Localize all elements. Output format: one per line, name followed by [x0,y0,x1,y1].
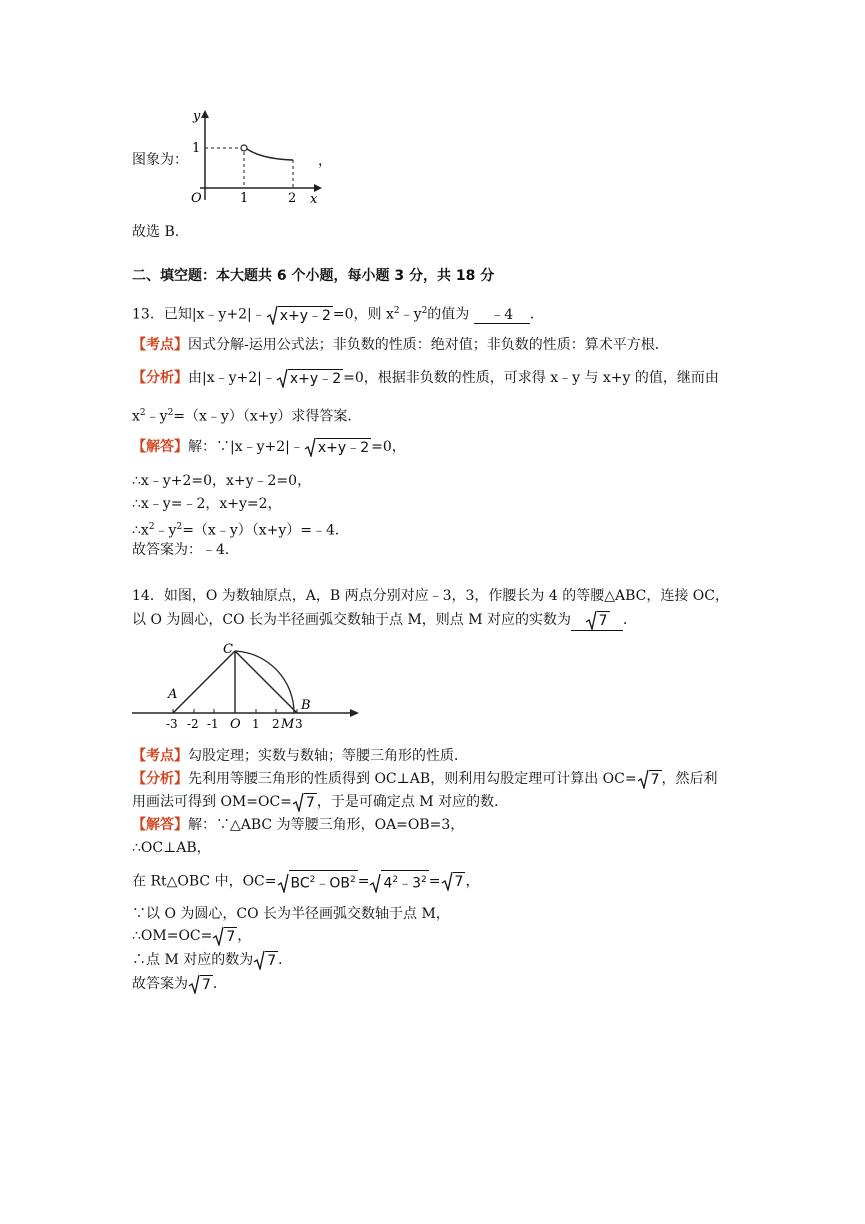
number-line-figure [130,636,360,731]
tick-label: -3 [166,717,178,731]
radical-sign-icon [292,792,304,812]
fenxi-tag: 【分析】 [132,771,188,787]
radicand [381,870,428,893]
superscript: 2 [392,875,399,885]
origin-label: O [191,191,202,206]
radicand: 7 [305,795,315,811]
radical-sign-icon [188,974,200,994]
radicand: 7 [454,874,464,891]
fenxi-text: 用画法可得到 OM=OC= [132,794,292,810]
q13-stem-part: ． [529,306,544,323]
q13-step-2: ∴x﹣y=﹣2，x+y=2， [132,496,282,512]
radical-sign-icon [277,873,289,893]
radicand [289,870,358,893]
radicand-part: 4 [383,875,393,892]
q13-stem-part: 13．已知|x﹣y+2|﹣ [132,306,266,323]
tick-label: -2 [187,717,199,731]
radical-sign-icon [369,873,381,893]
jieda-tag: 【解答】 [132,439,188,455]
fenxi-text: ﹣y [145,408,168,425]
radicand: 7 [598,613,608,629]
answer-blank: ﹣4 [474,307,530,324]
radical [266,305,333,325]
step-text: ∴OM=OC= [132,928,213,944]
radical [292,792,317,812]
q14-kaodian [132,746,468,766]
fenxi-text: =0，根据非负数的性质，可求得 x﹣y 与 x+y 的值，继而由 [343,370,719,386]
step-text: = [357,873,370,890]
radical [441,871,466,891]
fenxi-text: ，于是可确定点 M 对应的数． [316,794,509,810]
q14-stem-part: ． [623,612,638,628]
q14-jieda [132,815,464,835]
radical [253,950,278,970]
q14-step-3 [132,870,479,893]
origin-label: O [230,717,241,731]
radicand: 7 [202,977,211,993]
graph-comma: ， [318,153,332,169]
function-graph [188,108,328,208]
q14-fenxi-cont [132,792,508,812]
y-axis-label: y [193,109,201,124]
radicand-part: BC [290,875,310,892]
superscript: 2 [421,875,427,885]
radical [585,610,610,630]
radical-sign-icon [266,305,278,325]
step-text: ， [465,873,480,890]
point-m-label: M [281,717,295,731]
step-text: 故答案为 [132,976,188,992]
y-tick-1: 1 [192,141,201,156]
tick-label: -1 [207,717,219,731]
q13-step-3 [132,517,349,541]
x-tick-1: 1 [240,191,249,206]
tick-label: 3 [295,717,303,731]
point-b-label: B [301,698,311,713]
tick-label: 1 [252,717,260,731]
radical [212,926,237,946]
q14-step-6 [132,950,292,970]
q14-fenxi [132,769,718,789]
radical-sign-icon [253,950,265,970]
radicand: x+y﹣2 [279,307,331,324]
fenxi-text: 由|x﹣y+2|﹣ [188,370,276,386]
radical [637,769,662,789]
radical-sign-icon [441,871,453,891]
superscript: 2 [309,875,316,885]
step-text: = [428,873,441,890]
q13-stem [132,301,544,325]
q13-stem-part: =0，则 x [332,306,394,323]
fenxi-tag: 【分析】 [132,370,188,386]
x-tick-2: 2 [288,191,297,206]
answer-blank [571,610,623,631]
q13-step-1: ∴x﹣y+2=0，x+y﹣2=0， [132,473,312,489]
open-endpoint [241,145,247,151]
fenxi-text: ，然后利 [661,771,718,787]
radicand-part: ﹣3 [398,875,422,892]
section-heading: 二、填空题：本大题共 6 个小题，每小题 3 分，共 18 分 [132,268,495,284]
jieda-text: 解：∵△ABC 为等腰三角形，OA=OB=3， [188,817,465,833]
radical-sign-icon [637,769,649,789]
kaodian-tag: 【考点】 [132,748,188,764]
radicand: 7 [226,929,236,945]
superscript: 2 [167,408,174,418]
x-axis-label: x [310,192,318,207]
q13-stem-part: 的值为 [427,306,470,323]
step-text: 在 Rt△OBC 中，OC= [132,873,277,890]
q14-stem-line1: 14．如图，O 为数轴原点，A，B 两点分别对应﹣3，3，作腰长为 4 的等腰△ABC，连接 OC， [132,588,729,604]
step-text: ﹣y [154,522,177,539]
step-text: ∴x [132,522,149,539]
radicand: 7 [267,953,277,969]
step-text: ． [278,952,293,968]
radicand: x+y﹣2 [289,371,342,387]
q14-stem-line2 [132,610,637,631]
radical-sign-icon [212,926,224,946]
radical [369,870,428,893]
superscript: 2 [421,306,428,316]
jieda-text: 解：∵|x﹣y+2|﹣ [188,439,304,455]
fenxi-text: =（x﹣y）（x+y）求得答案． [173,408,362,425]
radical [188,974,213,994]
q13-fenxi-cont [132,403,361,427]
step-text: ． [212,976,227,992]
radical-sign-icon [585,610,597,630]
q13-jieda [132,437,406,457]
superscript: 2 [393,306,400,316]
point-c-label: C [223,642,233,657]
q13-kaodian [132,335,669,355]
q14-step-2: ∴OC⊥AB， [132,840,211,856]
jieda-text: =0， [371,439,406,455]
jieda-tag: 【解答】 [132,817,188,833]
step-text: ∴点 M 对应的数为 [132,952,254,968]
kaodian-text: 勾股定理；实数与数轴；等腰三角形的性质． [188,748,468,764]
conclusion-text: 故选 B. [132,224,180,240]
step-text: =（x﹣y）（x+y）=﹣4． [182,522,349,539]
fenxi-text: 先利用等腰三角形的性质得到 OC⊥AB，则利用勾股定理可计算出 OC= [188,771,637,787]
radical [304,437,371,457]
kaodian-text: 因式分解-运用公式法；非负数的性质：绝对值；非负数的性质：算术平方根． [188,337,669,353]
q13-final-answer: 故答案为：﹣4． [132,542,239,558]
q14-step-5 [132,926,251,946]
radical-sign-icon [276,368,288,388]
radical-sign-icon [304,437,316,457]
q13-stem-part: ﹣y [399,306,422,323]
radical [276,368,343,388]
q14-final-answer [132,974,227,994]
q14-stem-part: 以 O 为圆心，CO 长为半径画弧交数轴于点 M，则点 M 对应的实数为 [132,612,572,628]
superscript: 2 [139,408,146,418]
superscript: 2 [148,522,155,532]
step-text: ， [237,928,252,944]
graph-intro-label: 图象为： [132,152,188,168]
superscript: 2 [350,875,356,885]
radicand: 7 [650,772,660,788]
superscript: 2 [176,522,183,532]
point-a-label: A [168,687,178,702]
q13-fenxi [132,368,719,388]
fenxi-text: x [132,408,140,425]
q14-step-4: ∵以 O 为圆心，CO 长为半径画弧交数轴于点 M， [132,906,450,922]
radicand: x+y﹣2 [317,440,370,456]
radicand-part: ﹣OB [315,875,350,892]
kaodian-tag: 【考点】 [132,337,188,353]
radical [277,870,358,893]
tick-label: 2 [272,717,280,731]
